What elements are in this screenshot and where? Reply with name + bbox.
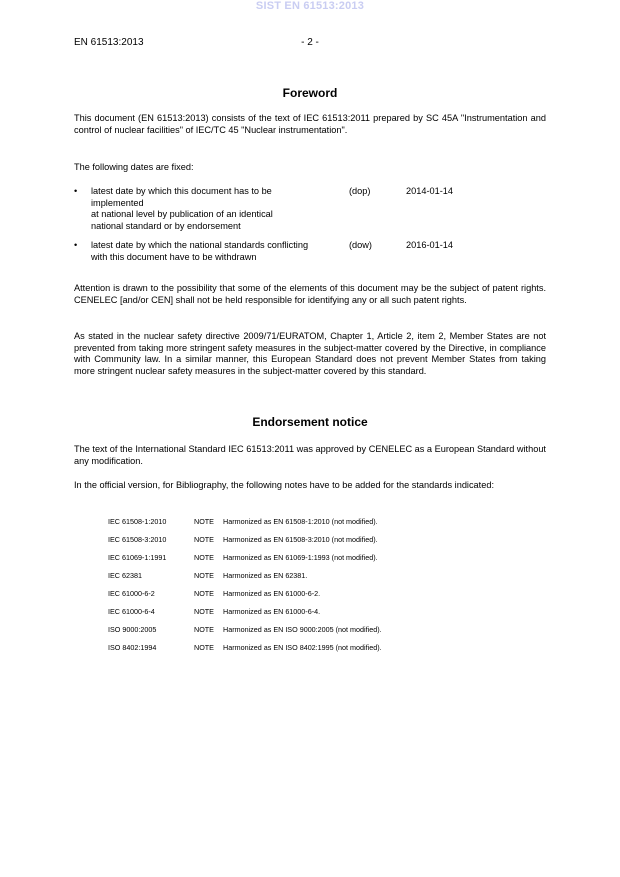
foreword-section [74, 86, 546, 100]
date-description-line: at national level by publication of an identical [91, 209, 273, 219]
note-text: Harmonized as EN 61000-6-2. [223, 589, 321, 598]
date-description-line: national standard or by endorsement [91, 220, 241, 231]
note-label: NOTE [194, 517, 214, 526]
directive-block [74, 331, 546, 377]
note-text: Harmonized as EN ISO 9000:2005 (not modified). [223, 625, 382, 634]
note-reference: IEC 61000-6-2 [108, 589, 155, 598]
note-text: Harmonized as EN ISO 8402:1995 (not modified). [223, 643, 382, 652]
note-text: Harmonized as EN 61069-1:1993 (not modified). [223, 553, 378, 562]
attention-paragraph: Attention is drawn to the possibility that some of the elements of this document may be the subject of patent rights. CENELEC [and/or CEN] shall not be held responsible for identifying any or all such patent rights. [74, 283, 546, 305]
note-label: NOTE [194, 535, 214, 544]
endorsement-section [74, 415, 546, 429]
foreword-paragraph: This document (EN 61513:2013) consists of the text of IEC 61513:2011 prepared by SC 45A "Instrumentation and control of nuclear facilities" of IEC/TC 45 "Nuclear instrumentation". [74, 113, 546, 135]
note-reference: ISO 8402:1994 [108, 643, 157, 652]
note-text: Harmonized as EN 61000-6-4. [223, 607, 321, 616]
note-reference: IEC 61508-1:2010 [108, 517, 167, 526]
bibliography-intro [74, 480, 546, 492]
dates-intro-text: The following dates are fixed: [74, 162, 194, 172]
note-reference: IEC 61508-3:2010 [108, 535, 167, 544]
note-text: Harmonized as EN 61508-3:2010 (not modified). [223, 535, 378, 544]
date-description-line: latest date by which this document has to be [91, 186, 272, 196]
endorsement-paragraph: The text of the International Standard IEC 61513:2011 was approved by CENELEC as a European Standard without any modification. [74, 444, 546, 466]
list-item [74, 186, 546, 240]
list-item [74, 240, 546, 264]
watermark: SIST EN 61513:2013 [255, 0, 365, 12]
note-text: Harmonized as EN 61508-1:2010 (not modified). [223, 517, 378, 526]
endorsement-intro [74, 444, 546, 467]
page-number: - 2 - [301, 37, 319, 48]
bullet-icon: • [74, 186, 78, 196]
date-description-line: implemented [91, 197, 144, 208]
note-reference: IEC 61000-6-4 [108, 607, 155, 616]
dates-list [74, 186, 546, 264]
date-value: 2016-01-14 [406, 240, 453, 250]
note-label: NOTE [194, 643, 214, 652]
bibliography-paragraph: In the official version, for Bibliography, the following notes have to be added for the standards indicated: [74, 480, 494, 490]
attention-block [74, 283, 546, 306]
date-abbr: (dow) [349, 240, 372, 250]
date-description-line: with this document have to be withdrawn [91, 251, 257, 262]
foreword-intro [74, 113, 546, 136]
note-label: NOTE [194, 589, 214, 598]
bullet-icon: • [74, 240, 78, 250]
note-reference: IEC 61069-1:1991 [108, 553, 167, 562]
date-description [91, 240, 341, 263]
note-text: Harmonized as EN 62381. [223, 571, 308, 580]
note-label: NOTE [194, 571, 214, 580]
note-label: NOTE [194, 625, 214, 634]
date-value: 2014-01-14 [406, 186, 453, 196]
note-label: NOTE [194, 607, 214, 616]
header-doc-id: EN 61513:2013 [74, 37, 144, 48]
directive-paragraph: As stated in the nuclear safety directive 2009/71/EURATOM, Chapter 1, Article 2, item 2, Member States are not prevented from taking more stringent safety measures in the subject-matter covered by the Directive, in compliance with Community law. In a similar manner, this European Standard does not prevent Member States from taking more stringent nuclear safety measures in the subject-matter covered by this standard. [74, 331, 546, 376]
foreword-title: Foreword [282, 86, 338, 100]
dates-intro [74, 162, 546, 174]
date-description [91, 186, 341, 232]
note-reference: IEC 62381 [108, 571, 142, 580]
note-reference: ISO 9000:2005 [108, 625, 157, 634]
date-description-line: latest date by which the national standards conflicting [91, 240, 309, 250]
note-label: NOTE [194, 553, 214, 562]
date-abbr: (dop) [349, 186, 371, 196]
endorsement-title: Endorsement notice [252, 415, 368, 429]
